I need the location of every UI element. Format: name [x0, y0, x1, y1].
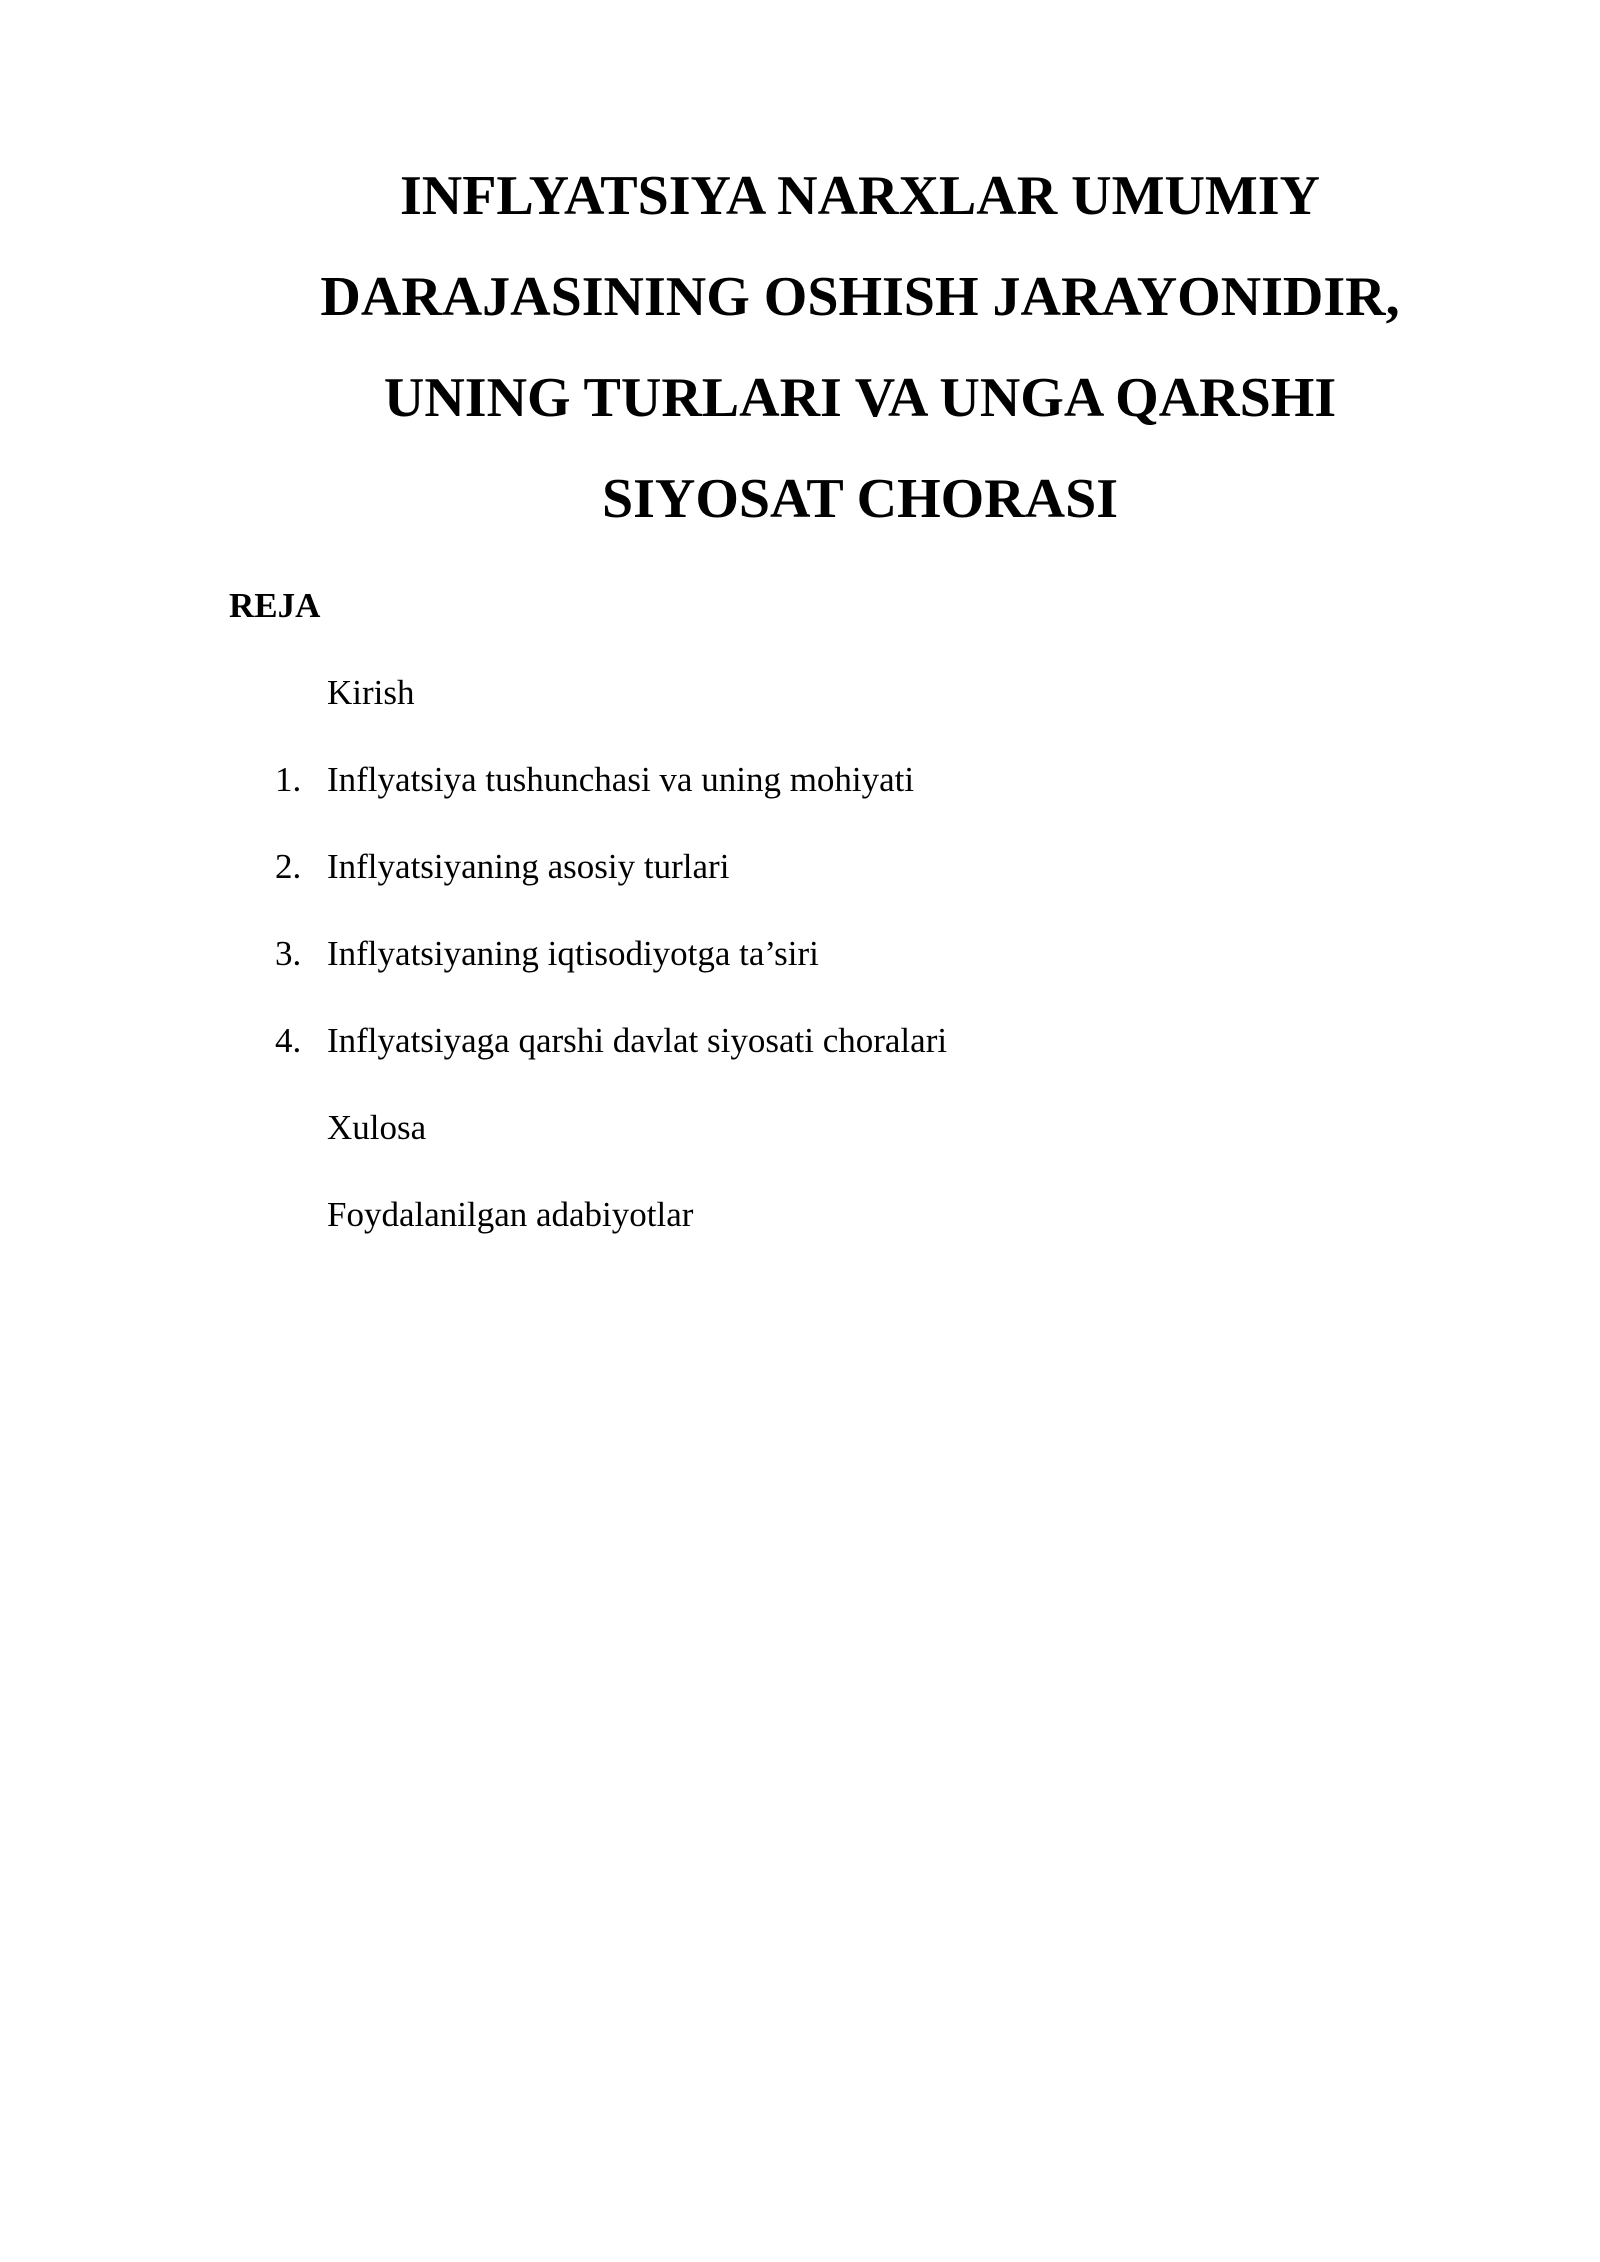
plan-item-text: Inflyatsiya tushunchasi va uning mohiyati	[327, 760, 915, 799]
title-line: INFLYATSIYA NARXLAR UMUMIY	[399, 165, 1320, 227]
plan-item-text: Xulosa	[327, 1108, 427, 1147]
plan-item-text: Inflyatsiyaning asosiy turlari	[327, 847, 730, 886]
plan-item-text: Inflyatsiyaga qarshi davlat siyosati choralari	[327, 1021, 948, 1060]
plan-item-number: 3.	[275, 934, 302, 973]
plan-item-text: Foydalanilgan adabiyotlar	[327, 1195, 694, 1234]
title-line: SIYOSAT CHORASI	[601, 468, 1119, 530]
plan-heading: REJA	[229, 586, 321, 625]
title-line: DARAJASINING OSHISH JARAYONIDIR,	[320, 266, 1400, 328]
document-title	[230, 146, 1490, 550]
plan-item-text: Kirish	[327, 673, 415, 712]
plan-item-number: 1.	[275, 760, 302, 799]
plan-item-number: 4.	[275, 1021, 302, 1060]
plan-item-number: 2.	[275, 847, 302, 886]
title-line: UNING TURLARI VA UNGA QARSHI	[383, 367, 1337, 429]
plan-item-text: Inflyatsiyaning iqtisodiyotga ta’siri	[327, 934, 819, 973]
